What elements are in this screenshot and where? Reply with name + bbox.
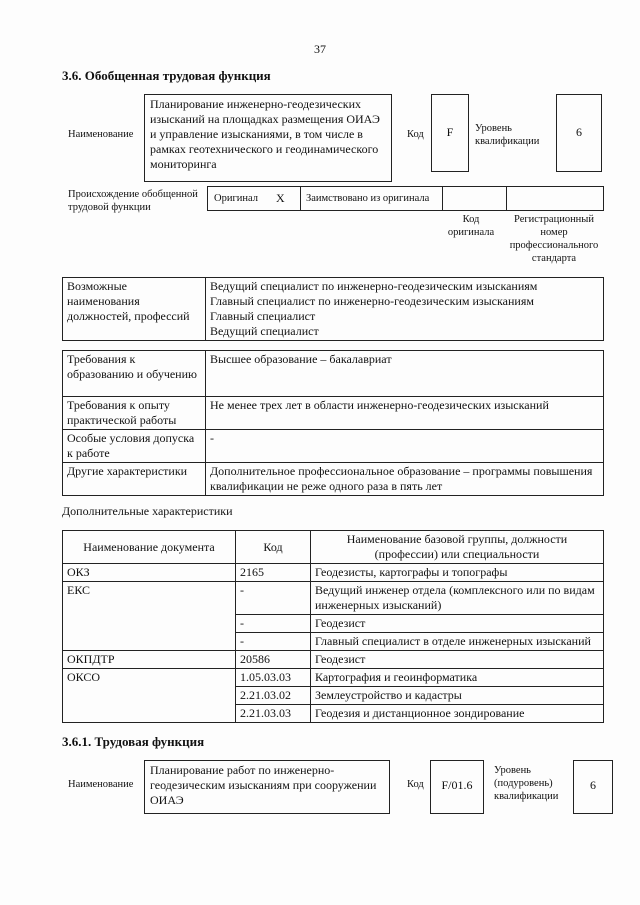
row-code: 2.21.03.02 (236, 687, 311, 705)
additional-row (63, 582, 604, 615)
row-code: 2.21.03.03 (236, 705, 311, 723)
sub-level-label: Уровень (подуровень) квалификации (494, 765, 559, 802)
header-document: Наименование документа (63, 531, 236, 564)
sub-level-value: 6 (590, 778, 596, 792)
requirement-row (63, 463, 604, 496)
requirement-row (63, 397, 604, 430)
row-document: ОКЗ (63, 564, 236, 582)
level-label: Уровень квалификации (475, 123, 540, 147)
additional-table (62, 530, 604, 723)
row-code: - (236, 615, 311, 633)
requirement-row (63, 351, 604, 397)
level-box (556, 94, 602, 172)
reg-number-label: Регистрационный номер профессионального стандарта (509, 214, 599, 264)
requirement-value: - (206, 430, 604, 463)
row-name: Геодезист (311, 615, 604, 633)
row-name: Геодезист (311, 651, 604, 669)
requirement-value: Дополнительное профессиональное образование – программы повышения квалификации не реже одного раза в пять лет (206, 463, 604, 496)
row-code: 1.05.03.03 (236, 669, 311, 687)
sub-level-box (573, 760, 613, 814)
row-code: - (236, 582, 311, 615)
origin-divider-1 (300, 187, 301, 210)
row-name: Ведущий инженер отдела (комплексного или по видам инженерных изысканий) (311, 582, 604, 615)
positions-label: Возможные наименования должностей, профессий (63, 278, 206, 341)
row-document: ОКСО (63, 669, 236, 723)
sub-code-box (430, 760, 484, 814)
code-value: F (446, 125, 454, 139)
row-code: 20586 (236, 651, 311, 669)
requirement-label: Другие характеристики (63, 463, 206, 496)
row-document: ОКПДТР (63, 651, 236, 669)
row-name: Геодезия и дистанционное зондирование (311, 705, 604, 723)
subsection-title: 3.6.1. Трудовая функция (62, 734, 205, 749)
code-box (431, 94, 469, 172)
additional-row (63, 651, 604, 669)
sub-function-name-value: Планирование работ по инженерно-геодезическим изысканиям при сооружении ОИАЭ (150, 763, 377, 807)
header-code: Код (236, 531, 311, 564)
additional-row (63, 669, 604, 687)
requirement-value: Не менее трех лет в области инженерно-геодезических изысканий (206, 397, 604, 430)
requirements-table (62, 350, 604, 496)
row-name: Главный специалист в отделе инженерных изысканий (311, 633, 604, 651)
original-mark: X (276, 191, 285, 205)
section-title: 3.6. Обобщенная трудовая функция (62, 68, 271, 83)
page-number: 37 (314, 42, 326, 56)
row-name: Геодезисты, картографы и топографы (311, 564, 604, 582)
origin-box (207, 186, 604, 211)
borrowed-label: Заимствовано из оригинала (306, 193, 430, 204)
row-document: ЕКС (63, 582, 236, 651)
code-original-label: Код оригинала (447, 214, 495, 238)
sub-code-label: Код (407, 779, 424, 790)
origin-divider-2 (442, 187, 443, 210)
header-name: Наименование базовой группы, должности (профессии) или специальности (311, 531, 604, 564)
name-label: Наименование (68, 129, 134, 140)
code-label: Код (407, 129, 424, 140)
positions-table (62, 277, 604, 341)
row-code: - (236, 633, 311, 651)
requirement-value: Высшее образование – бакалавриат (206, 351, 604, 397)
sub-function-name-box (144, 760, 390, 814)
requirement-label: Особые условия допуска к работе (63, 430, 206, 463)
requirement-label: Требования к образованию и обучению (63, 351, 206, 397)
additional-title: Дополнительные характеристики (62, 504, 233, 518)
origin-label: Происхождение обобщенной трудовой функции (68, 189, 198, 213)
function-name-value: Планирование инженерно-геодезических изысканий на площадках размещения ОИАЭ и управление изысканиями, в том числе в рамках геотехнического и геодинамического мониторинга (150, 97, 380, 171)
row-name: Картография и геоинформатика (311, 669, 604, 687)
additional-header-row (63, 531, 604, 564)
requirement-row (63, 430, 604, 463)
positions-values: Ведущий специалист по инженерно-геодезическим изысканиям Главный специалист по инженерно-геодезическим изысканиям Главный специалист Ведущий специалист (206, 278, 604, 341)
original-label: Оригинал (214, 193, 258, 204)
sub-code-value: F/01.6 (441, 778, 473, 792)
sub-name-label: Наименование (68, 779, 134, 790)
row-code: 2165 (236, 564, 311, 582)
level-value: 6 (576, 125, 582, 139)
requirement-label: Требования к опыту практической работы (63, 397, 206, 430)
row-name: Землеустройство и кадастры (311, 687, 604, 705)
origin-divider-3 (506, 187, 507, 210)
function-name-box (144, 94, 392, 182)
additional-row (63, 564, 604, 582)
